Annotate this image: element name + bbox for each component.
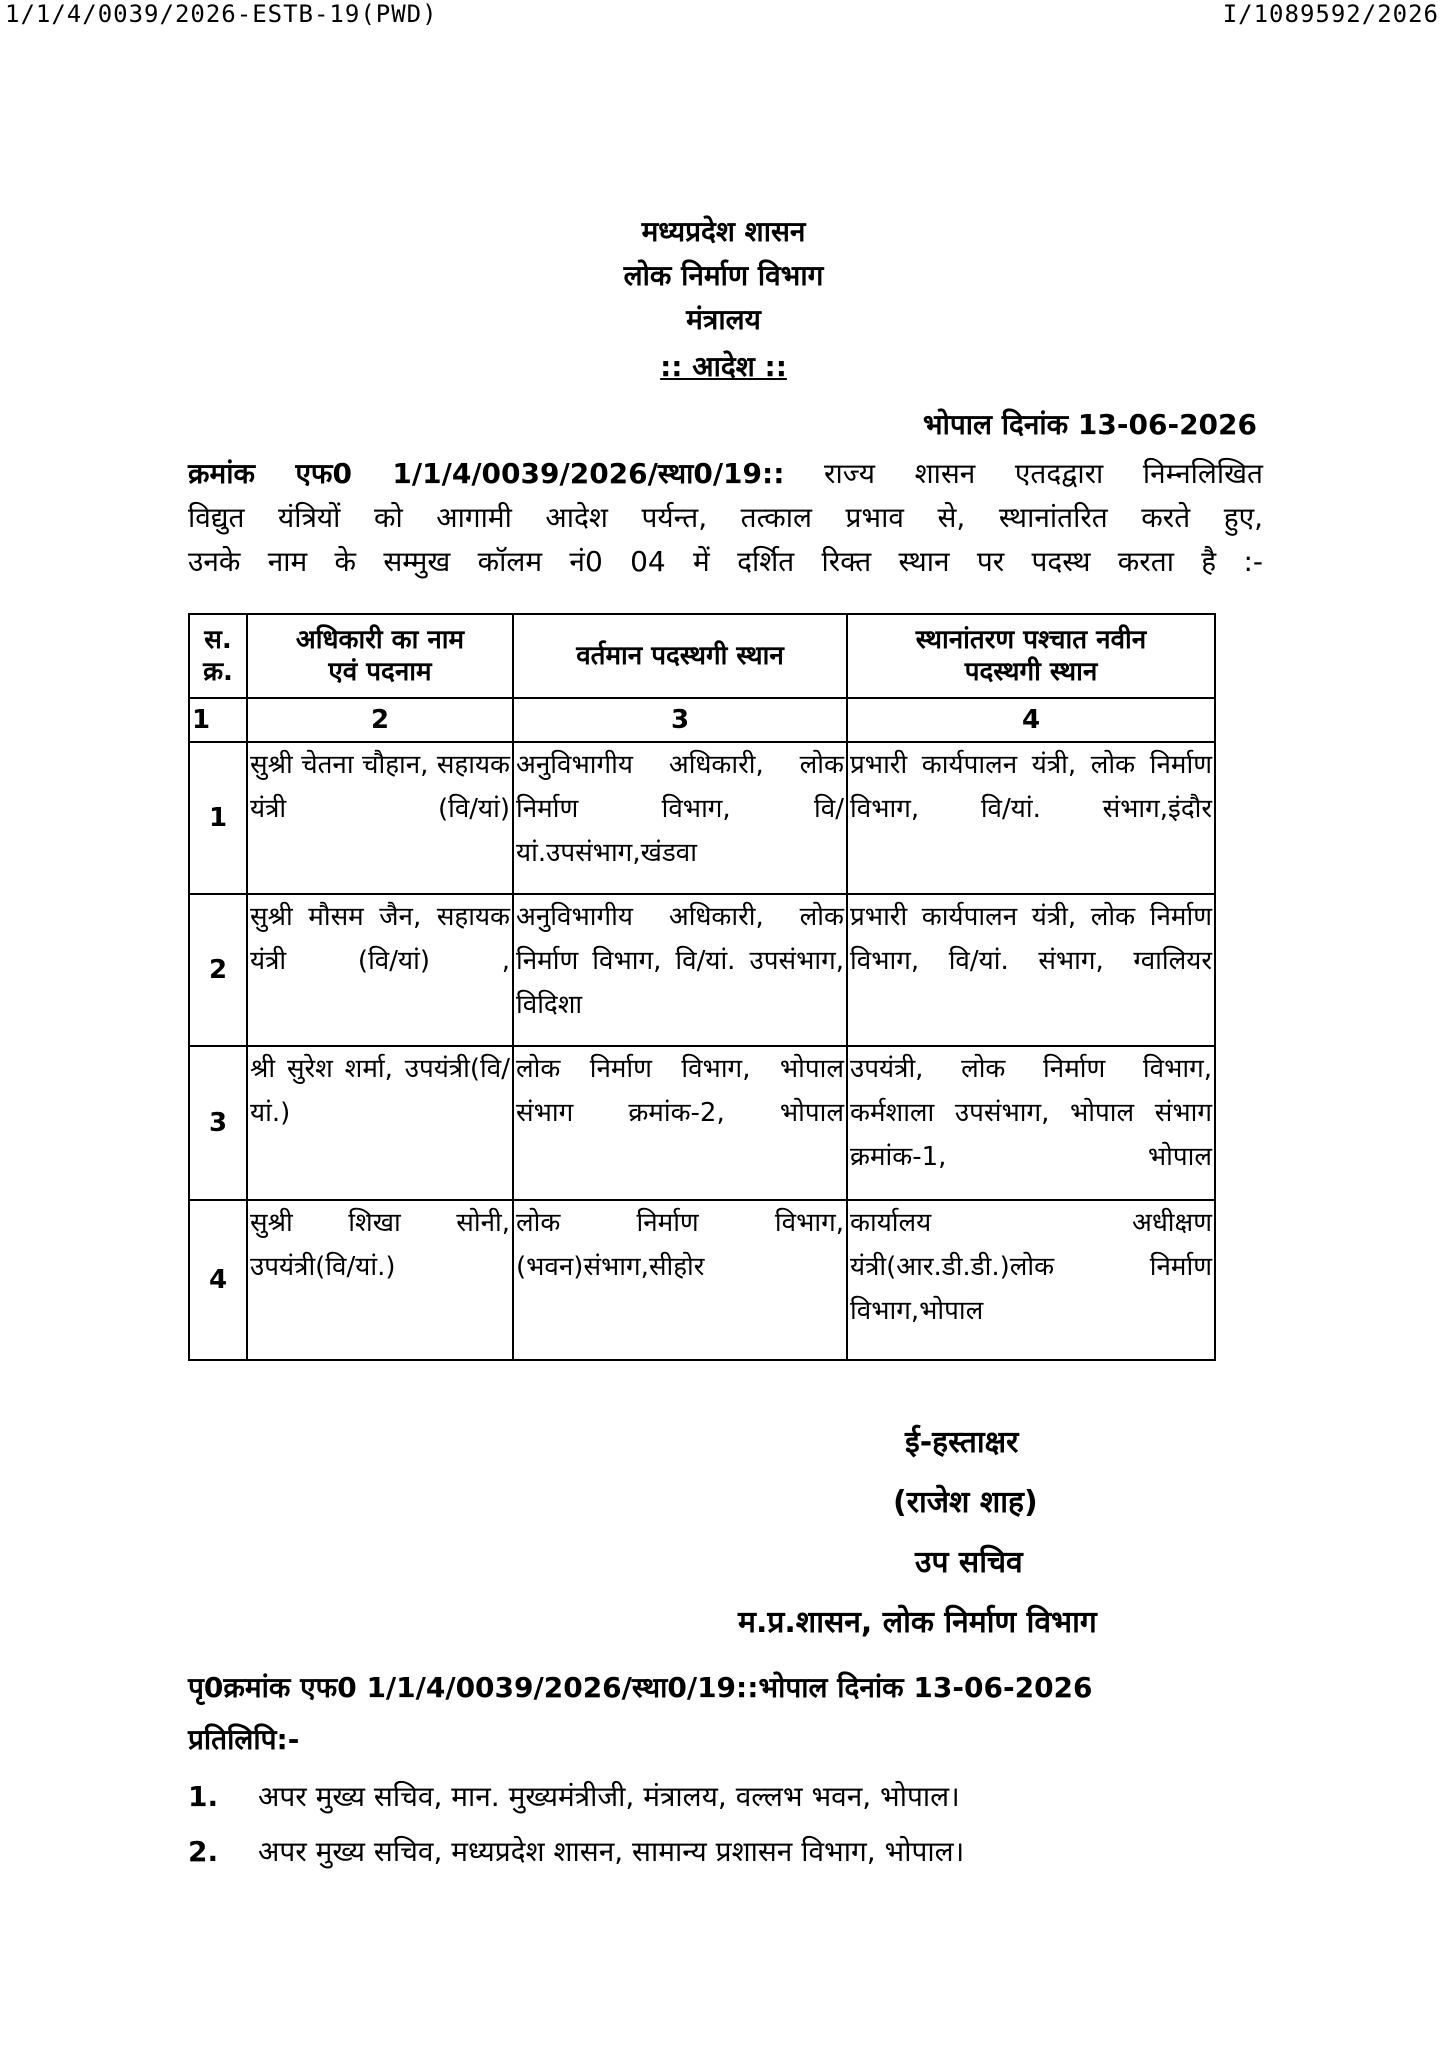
new-posting: प्रभारी कार्यपालन यंत्री, लोक निर्माण विभाग, वि/यां. संभाग, ग्वालियर xyxy=(847,894,1215,1046)
table-row xyxy=(189,894,1215,1046)
ministry-name: मंत्रालय xyxy=(686,303,761,336)
header-new-posting: स्थानांतरण पश्चात नवीन पदस्थगी स्थान xyxy=(847,614,1215,698)
list-item: 2. अपर मुख्य सचिव, मध्यप्रदेश शासन, सामान्य प्रशासन विभाग, भोपाल। xyxy=(188,1835,965,1868)
paragraph-line-1: क्रमांक एफ0 1/1/4/0039/2026/स्था0/19:: राज्य शासन एतदद्वारा निम्नलिखित xyxy=(188,457,1263,490)
new-posting: प्रभारी कार्यपालन यंत्री, लोक निर्माण विभाग, वि/यां. संभाग,इंदौर xyxy=(847,742,1215,894)
paragraph-line-2: विद्युत यंत्रियों को आगामी आदेश पर्यन्त, तत्काल प्रभाव से, स्थानांतरित करते हुए, xyxy=(188,501,1263,534)
table-row xyxy=(189,1200,1215,1360)
signatory-designation: उप सचिव xyxy=(915,1545,1023,1580)
officer-name: श्री सुरेश शर्मा, उपयंत्री(वि/यां.) xyxy=(247,1046,513,1200)
row-serial: 2 xyxy=(189,894,247,1046)
header-current-posting: वर्तमान पदस्थगी स्थान xyxy=(513,614,847,698)
e-signature-label: ई-हस्ताक्षर xyxy=(905,1425,1019,1460)
order-date: भोपाल दिनांक 13-06-2026 xyxy=(922,408,1257,441)
header-serial: स. क्र. xyxy=(189,614,247,698)
row-serial: 3 xyxy=(189,1046,247,1200)
endorsement-reference: पृ0क्रमांक एफ0 1/1/4/0039/2026/स्था0/19::भोपाल दिनांक 13-06-2026 xyxy=(188,1671,1093,1704)
table-header-row xyxy=(189,614,1215,698)
column-number-row: 1 2 3 4 xyxy=(189,698,1215,742)
department-name: लोक निर्माण विभाग xyxy=(623,259,824,292)
signatory-office: म.प्र.शासन, लोक निर्माण विभाग xyxy=(738,1605,1097,1640)
row-serial: 1 xyxy=(189,742,247,894)
table-row xyxy=(189,1046,1215,1200)
current-posting: अनुविभागीय अधिकारी, लोक निर्माण विभाग, वि/यां. उपसंभाग, विदिशा xyxy=(513,894,847,1046)
current-posting: लोक निर्माण विभाग, (भवन)संभाग,सीहोर xyxy=(513,1200,847,1360)
officer-name: सुश्री शिखा सोनी, उपयंत्री(वि/यां.) xyxy=(247,1200,513,1360)
new-posting: उपयंत्री, लोक निर्माण विभाग, कर्मशाला उपसंभाग, भोपाल संभाग क्रमांक-1, भोपाल xyxy=(847,1046,1215,1200)
copy-to-title: प्रतिलिपि:- xyxy=(188,1723,300,1756)
officer-name: सुश्री मौसम जैन, सहायक यंत्री (वि/यां) , xyxy=(247,894,513,1046)
signatory-name: (राजेश शाह) xyxy=(893,1485,1038,1520)
file-reference-code: 1/1/4/0039/2026-ESTB-19(PWD) xyxy=(5,0,438,28)
new-posting: कार्यालय अधीक्षण यंत्री(आर.डी.डी.)लोक निर्माण विभाग,भोपाल xyxy=(847,1200,1215,1360)
officer-name: सुश्री चेतना चौहान, सहायक यंत्री (वि/यां) xyxy=(247,742,513,894)
order-paragraph xyxy=(188,452,1263,584)
order-reference: क्रमांक एफ0 1/1/4/0039/2026/स्था0/19:: xyxy=(188,457,785,490)
receipt-number: I/1089592/2026 xyxy=(1222,0,1439,28)
row-serial: 4 xyxy=(189,1200,247,1360)
header-officer: अधिकारी का नाम एवं पदनाम xyxy=(247,614,513,698)
paragraph-line-3: उनके नाम के सम्मुख कॉलम नं0 04 में दर्शित रिक्त स्थान पर पदस्थ करता है :- xyxy=(188,545,1263,578)
current-posting: लोक निर्माण विभाग, भोपाल संभाग क्रमांक-2, भोपाल xyxy=(513,1046,847,1200)
list-item: 1. अपर मुख्य सचिव, मान. मुख्यमंत्रीजी, मंत्रालय, वल्लभ भवन, भोपाल। xyxy=(188,1780,960,1813)
govt-name: मध्यप्रदेश शासन xyxy=(641,215,806,248)
current-posting: अनुविभागीय अधिकारी, लोक निर्माण विभाग, वि/यां.उपसंभाग,खंडवा xyxy=(513,742,847,894)
transfer-table xyxy=(188,613,1216,1361)
table-row xyxy=(189,742,1215,894)
order-heading: :: आदेश :: xyxy=(660,350,787,383)
